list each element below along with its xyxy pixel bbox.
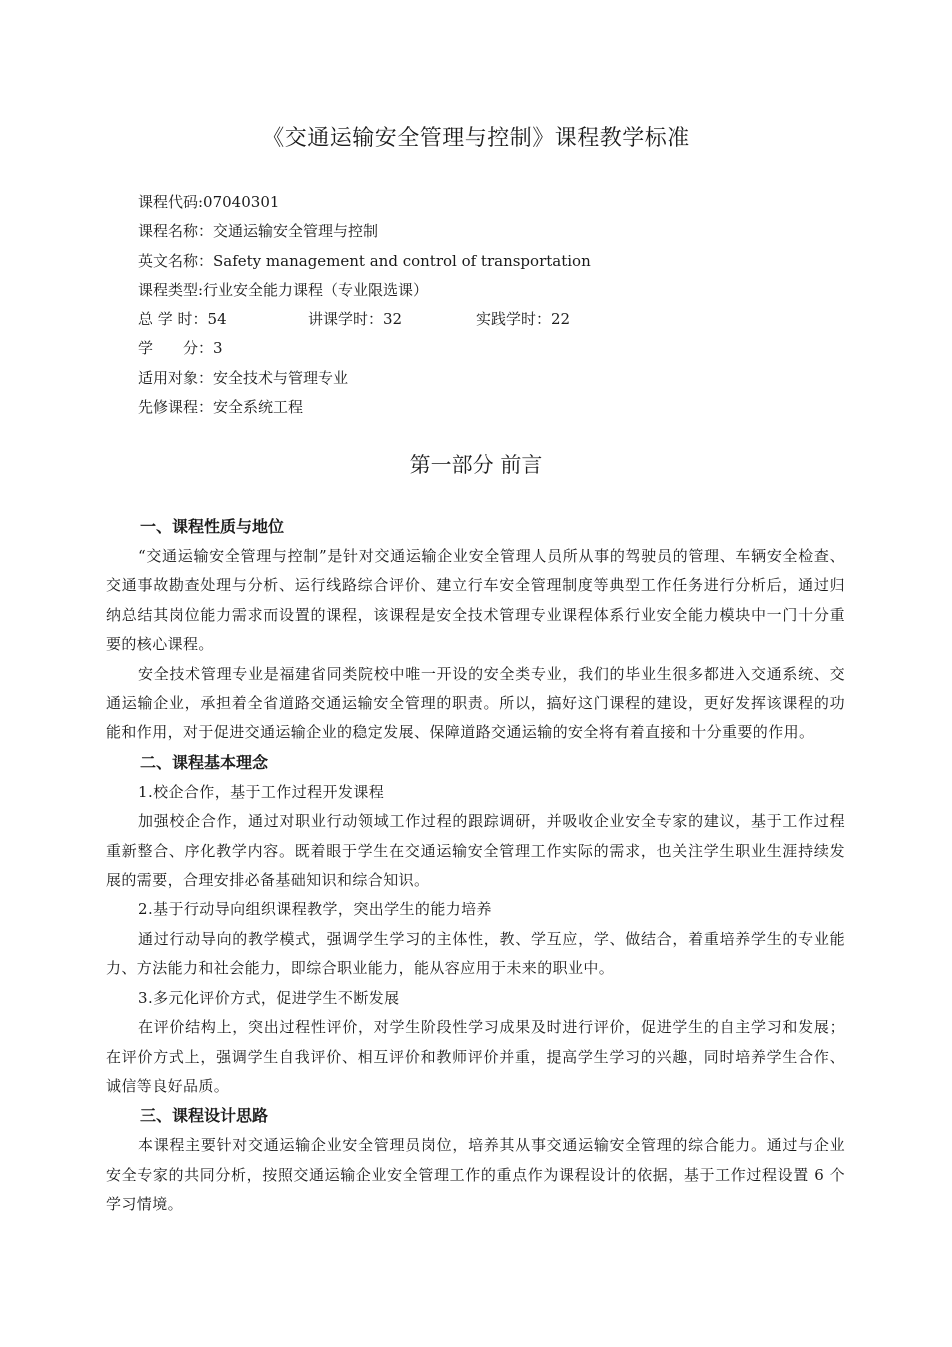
document-body xyxy=(106,512,845,1220)
paragraph: 加强校企合作，通过对职业行动领域工作过程的跟踪调研，并吸收企业安全专家的建议，基于工作过程重新整合、序化教学内容。既着眼于学生在交通运输安全管理工作实际的需求，也关注学生职业生涯持续发展的需要，合理安排必备基础知识和综合知识。 xyxy=(106,812,845,890)
total-hours: 总 学 时：54 xyxy=(138,310,227,329)
course-info-block xyxy=(138,188,838,422)
practice-hours: 实践学时：22 xyxy=(476,310,571,329)
lecture-hours: 讲课学时：32 xyxy=(308,310,403,329)
subsection-title: 3.多元化评价方式，促进学生不断发展 xyxy=(138,988,400,1007)
part-title: 第一部分 前言 xyxy=(409,453,543,477)
section-heading-1: 一、课程性质与地位 xyxy=(140,517,285,536)
paragraph: “交通运输安全管理与控制”是针对交通运输企业安全管理人员所从事的驾驶员的管理、车辆安全检查、交通事故勘查处理与分析、运行线路综合评价、建立行车安全管理制度等典型工作任务进行分析后，通过归纳总结其岗位能力需求而设置的课程，该课程是安全技术管理专业课程体系行业安全能力模块中一门十分重要的核心课程。 xyxy=(106,547,845,654)
course-type: 课程类型:行业安全能力课程（专业限选课） xyxy=(138,280,429,299)
course-credits: 学 分：3 xyxy=(138,339,223,358)
course-prerequisite: 先修课程：安全系统工程 xyxy=(138,398,304,417)
course-audience: 适用对象：安全技术与管理专业 xyxy=(138,368,349,387)
paragraph: 本课程主要针对交通运输企业安全管理员岗位，培养其从事交通运输安全管理的综合能力。通过与企业安全专家的共同分析，按照交通运输企业安全管理工作的重点作为课程设计的依据，基于工作过程设置 6 个学习情境。 xyxy=(106,1136,845,1214)
section-heading-2: 二、课程基本理念 xyxy=(140,752,269,772)
subsection-title: 2.基于行动导向组织课程教学，突出学生的能力培养 xyxy=(138,900,492,919)
paragraph: 通过行动导向的教学模式，强调学生学习的主体性，教、学互应，学、做结合，着重培养学生的专业能力、方法能力和社会能力，即综合职业能力，能从容应用于未来的职业中。 xyxy=(106,929,845,978)
course-hours-row xyxy=(138,305,838,334)
paragraph: 安全技术管理专业是福建省同类院校中唯一开设的安全类专业，我们的毕业生很多都进入交通系统、交通运输企业，承担着全省道路交通运输安全管理的职责。所以，搞好这门课程的建设，更好发挥该课程的功能和作用，对于促进交通运输企业的稳定发展、保障道路交通运输的安全将有着直接和十分重要的作用。 xyxy=(106,664,845,742)
course-code: 课程代码:07040301 xyxy=(138,193,280,211)
course-name: 课程名称：交通运输安全管理与控制 xyxy=(138,222,379,241)
subsection-title: 1.校企合作，基于工作过程开发课程 xyxy=(138,782,385,801)
document-title: 《交通运输安全管理与控制》课程教学标准 xyxy=(262,126,690,151)
section-heading-3: 三、课程设计思路 xyxy=(140,1106,269,1126)
paragraph: 在评价结构上，突出过程性评价，对学生阶段性学习成果及时进行评价，促进学生的自主学习和发展；在评价方式上，强调学生自我评价、相互评价和教师评价并重，提高学生学习的兴趣，同时培养学生合作、诚信等良好品质。 xyxy=(106,1018,845,1095)
course-english-name: 英文名称：Safety management and control of transportation xyxy=(138,251,591,270)
